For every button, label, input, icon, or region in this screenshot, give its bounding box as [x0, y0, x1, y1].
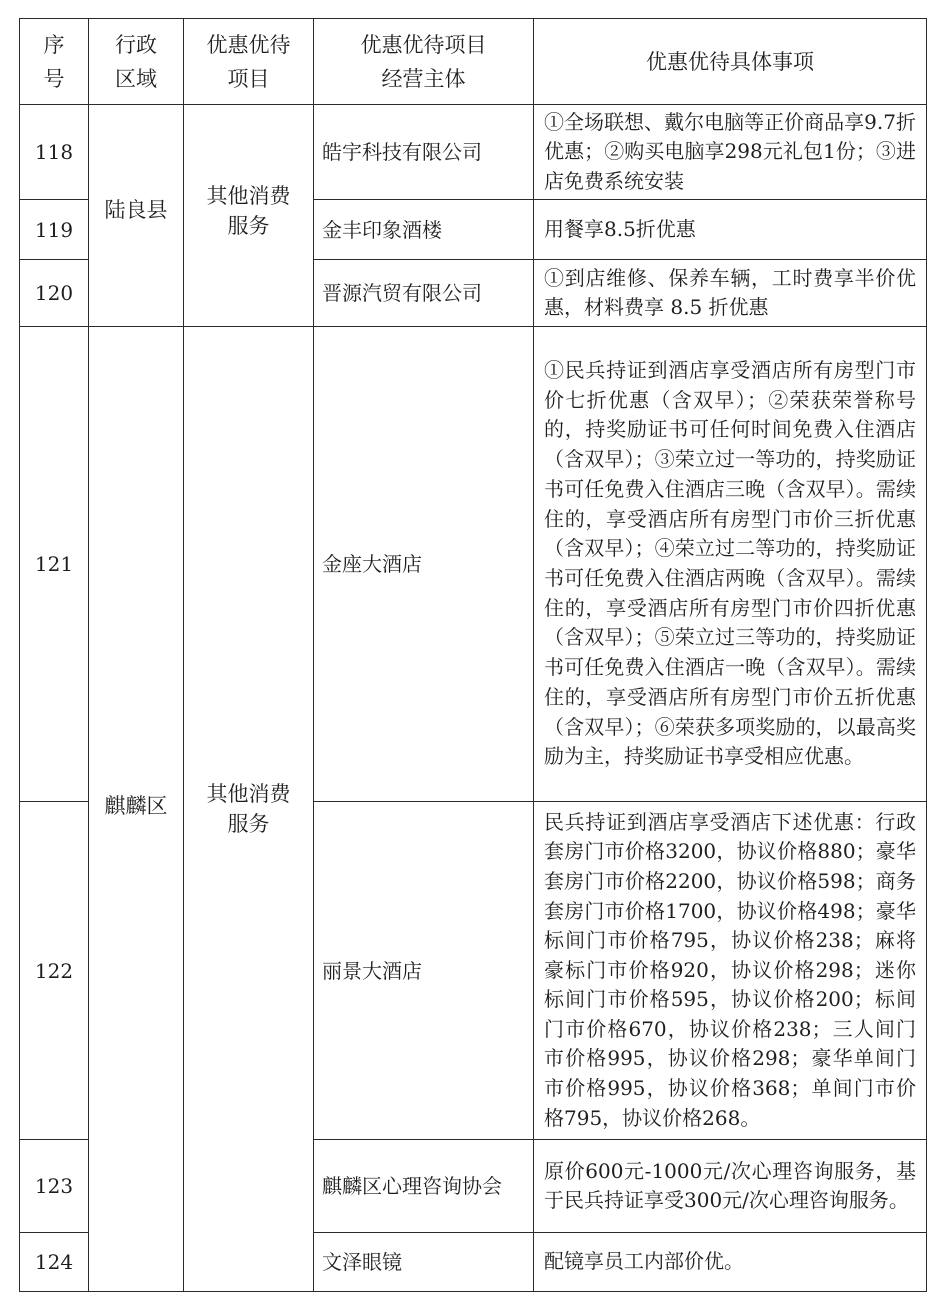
item-cell: 其他消费 服务: [184, 327, 314, 1292]
business-name: 晋源汽贸有限公司: [314, 260, 534, 327]
table-row: [20, 327, 927, 802]
detail-text: 用餐享8.5折优惠: [534, 200, 927, 260]
header-row: [20, 19, 927, 105]
header-region: 行政 区域: [89, 19, 184, 105]
detail-text: ①全场联想、戴尔电脑等正价商品享9.7折优惠；②购买电脑享298元礼包1份；③进店免费系统安装: [534, 105, 927, 200]
item-cell: 其他消费 服务: [184, 105, 314, 327]
row-number: 124: [20, 1233, 89, 1292]
header-seq: 序 号: [20, 19, 89, 105]
detail-text: ①到店维修、保养车辆，工时费享半价优惠，材料费享 8.5 折优惠: [534, 260, 927, 327]
header-detail: 优惠优待具体事项: [534, 19, 927, 105]
business-name: 金丰印象酒楼: [314, 200, 534, 260]
business-name: 丽景大酒店: [314, 802, 534, 1140]
row-number: 120: [20, 260, 89, 327]
business-name: 文泽眼镜: [314, 1233, 534, 1292]
business-name: 皓宇科技有限公司: [314, 105, 534, 200]
region-cell: 陆良县: [89, 105, 184, 327]
benefits-table: [19, 18, 927, 1292]
business-name: 麒麟区心理咨询协会: [314, 1140, 534, 1233]
business-name: 金座大酒店: [314, 327, 534, 802]
detail-text: 原价600元-1000元/次心理咨询服务，基于民兵持证享受300元/次心理咨询服务。: [534, 1140, 927, 1233]
detail-text: 民兵持证到酒店享受酒店下述优惠：行政套房门市价格3200，协议价格880；豪华套房门市价格2200，协议价格598；商务套房门市价格1700，协议价格498；豪华标间门市价格795，协议价格238；麻将豪标门市价格920，协议价格298；迷你标间门市价格595，协议价格200；标间门市价格670，协议价格238；三人间门市价格995，协议价格298；豪华单间门市价格995，协议价格368；单间门市价格795，协议价格268。: [534, 802, 927, 1140]
table-row: [20, 105, 927, 200]
detail-text: ①民兵持证到酒店享受酒店所有房型门市价七折优惠（含双早）；②荣获荣誉称号的，持奖励证书可任何时间免费入住酒店（含双早）；③荣立过一等功的，持奖励证书可任免费入住酒店三晚（含双早）。需续住的，享受酒店所有房型门市价三折优惠（含双早）；④荣立过二等功的，持奖励证书可任免费入住酒店两晚（含双早）。需续住的，享受酒店所有房型门市价四折优惠（含双早）；⑤荣立过三等功的，持奖励证书可任免费入住酒店一晚（含双早）。需续住的，享受酒店所有房型门市价五折优惠（含双早）；⑥荣获多项奖励的，以最高奖励为主，持奖励证书享受相应优惠。: [534, 327, 927, 802]
header-item: 优惠优待 项目: [184, 19, 314, 105]
detail-text: 配镜享员工内部价优。: [534, 1233, 927, 1292]
row-number: 123: [20, 1140, 89, 1233]
row-number: 122: [20, 802, 89, 1140]
header-business: 优惠优待项目 经营主体: [314, 19, 534, 105]
row-number: 121: [20, 327, 89, 802]
row-number: 118: [20, 105, 89, 200]
region-cell: 麒麟区: [89, 327, 184, 1292]
row-number: 119: [20, 200, 89, 260]
